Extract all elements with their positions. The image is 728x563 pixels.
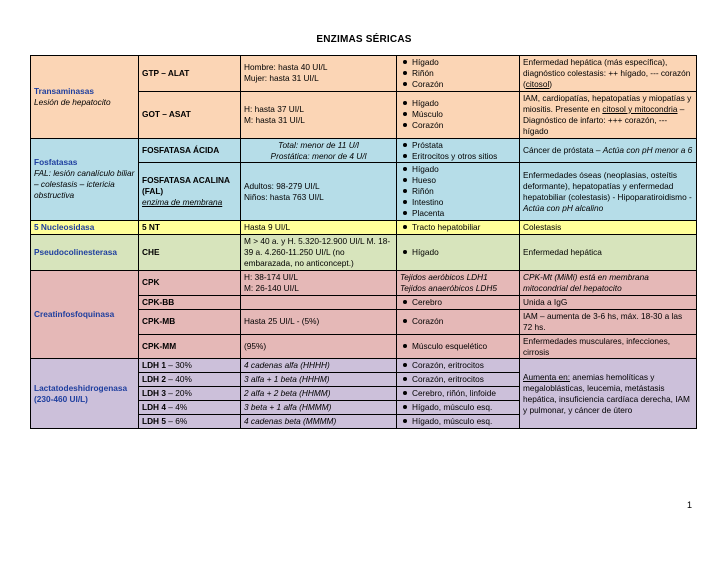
isoenzyme-name: LDH 2 [142,374,166,385]
isoenzyme-percent: – 4% [165,402,188,413]
clinical-underline: Aumenta en: [523,371,571,382]
enzyme-cell: CPK-BB [139,295,241,309]
group-name: Creatinfosfoquinasa [31,270,139,359]
organ-item: Placenta [412,208,516,219]
clinical-underline: citosol [525,78,550,89]
value-cell: (95%) [241,334,397,359]
value-cell: M > 40 a. y H. 5.320-12.900 UI/L M. 18-39 a. 4.260-11.250 UI/L (no embarazada, no anticoncept.) [241,235,397,271]
chains-cell: 3 beta + 1 alfa (HMMM) [241,401,397,415]
enzyme-cell: CPK-MM [139,334,241,359]
organ-item: Músculo [412,109,516,120]
organ-item: Hueso [412,175,516,186]
group-subtitle: Lesión de hepatocito [34,96,111,107]
value-cell: Hasta 25 UI/L - (5%) [241,309,397,334]
organ-cell [397,334,520,359]
value-cell [241,295,397,309]
value-line: Total: menor de 11 U/l [278,139,359,150]
value-cell [241,56,397,92]
organ-item: Eritrocitos y otros sitios [412,151,516,162]
organ-item: Hígado [412,57,516,68]
enzyme-cell: CPK-MB [139,309,241,334]
organ-cell [397,415,520,429]
clinical-cell [520,56,697,92]
organ-cell [397,235,520,271]
organ-item: Riñón [412,68,516,79]
tissue-line: Tejidos anaeróbicos LDH5 [400,282,498,293]
clinical-text: Enfermedad hepática (más específica), diagnóstico colestasis: ++ hígado, --- corazón ( [523,57,691,89]
clinical-italic: Actúa con pH alcalino [523,202,604,213]
value-line: Prostática: menor de 4 U/l [270,150,367,161]
table-row [31,221,697,235]
value-line: M: 26-140 UI/L [244,282,299,293]
tissue-line: Tejidos aeróbicos LDH1 [400,271,488,282]
value-line: M: hasta 31 UI/L [244,114,305,125]
enzyme-cell [139,401,241,415]
value-cell [241,91,397,138]
group-cell [31,56,139,139]
enzyme-line: FOSFATASA ACALINA [142,175,231,186]
organ-item: Cerebro, riñón, linfoide [412,388,516,399]
isoenzyme-percent: – 30% [165,360,192,371]
clinical-cell: IAM – aumenta de 3-6 hs, máx. 18-30 a las 72 hs. [520,309,697,334]
enzymes-table [30,55,697,429]
value-line: Adultos: 98-279 UI/L [244,180,320,191]
isoenzyme-percent: – 20% [165,388,192,399]
enzyme-cell: CPK [139,270,241,295]
group-name: Lactatodeshidrogenasa (230-460 UI/L) [31,359,139,429]
tissue-cell [397,270,520,295]
organ-cell [397,387,520,401]
page-number: 1 [686,500,692,510]
value-cell [241,270,397,295]
organ-item: Hígado, músculo esq. [412,402,516,413]
organ-item: Riñón [412,186,516,197]
organ-cell [397,91,520,138]
group-name: Fosfatasas [34,157,78,168]
clinical-text: Enfermedades óseas (neoplasias, osteítis deformante), hepatopatías y enfermedad hepatobiliar (colestasis) - Hipoparatiroidismo - [523,169,692,202]
enzyme-cell: GOT – ASAT [139,91,241,138]
value-line: Mujer: hasta 31 UI/L [244,73,319,84]
clinical-cell [520,163,697,221]
organ-item: Hígado [412,98,516,109]
organ-cell [397,56,520,92]
clinical-cell: Colestasis [520,221,697,235]
enzyme-note: enzima de membrana [142,197,223,208]
clinical-text: – Diagnóstico de infarto: +++ corazón, --- hígado [523,103,685,136]
organ-cell [397,401,520,415]
enzyme-cell: CHE [139,235,241,271]
value-line: H: hasta 37 UI/L [244,103,304,114]
enzyme-cell: 5 NT [139,221,241,235]
enzyme-cell: GTP – ALAT [139,56,241,92]
clinical-cell [520,138,697,163]
organ-item: Corazón, eritrocitos [412,360,516,371]
isoenzyme-percent: – 6% [165,416,188,427]
table-row [31,138,697,163]
value-line: Hombre: hasta 40 UI/L [244,62,328,73]
organ-item: Próstata [412,140,516,151]
group-subtitle: FAL: lesión canalículo biliar – colestasis – ictericia obstructiva [34,168,135,201]
clinical-cell: Unida a IgG [520,295,697,309]
enzyme-cell [139,359,241,373]
clinical-cell [520,91,697,138]
clinical-cell: Enfermedades musculares, infecciones, cirrosis [520,334,697,359]
chains-cell: 3 alfa + 1 beta (HHHM) [241,373,397,387]
organ-item: Músculo esquelético [412,341,516,352]
clinical-underline: citosol y mitocondria [602,103,678,114]
page-title: ENZIMAS SÉRICAS [316,34,412,45]
organ-cell [397,295,520,309]
table-row [31,235,697,271]
group-name: Pseudocolinesterasa [31,235,139,271]
value-cell [241,138,397,163]
clinical-italic: Actúa con pH menor a 6 [602,145,693,156]
group-cell [31,138,139,221]
table-row [31,270,697,295]
isoenzyme-name: LDH 5 [142,416,166,427]
isoenzyme-name: LDH 3 [142,388,166,399]
value-line: Niños: hasta 763 UI/L [244,191,324,202]
clinical-text: ) [549,78,553,89]
organ-cell [397,163,520,221]
chains-cell: 4 cadenas alfa (HHHH) [241,359,397,373]
organ-item: Corazón, eritrocitos [412,374,516,385]
clinical-text: Cáncer de próstata – [523,145,603,156]
clinical-cell: CPK-Mt (MiMi) está en membrana mitocondrial del hepatocito [520,270,697,295]
organ-item: Hígado, músculo esq. [412,416,516,427]
enzyme-cell: FOSFATASA ÁCIDA [139,138,241,163]
chains-cell: 4 cadenas beta (MMMM) [241,415,397,429]
chains-cell: 2 alfa + 2 beta (HHMM) [241,387,397,401]
organ-item: Cerebro [412,297,516,308]
enzyme-cell [139,387,241,401]
value-cell [241,163,397,221]
organ-cell [397,359,520,373]
organ-item: Hígado [412,247,516,258]
organ-cell [397,221,520,235]
value-cell: Hasta 9 UI/L [241,221,397,235]
organ-item: Corazón [412,79,516,90]
organ-cell [397,309,520,334]
table-row [31,56,697,92]
enzyme-cell [139,163,241,221]
enzyme-cell [139,415,241,429]
value-line: H: 38-174 UI/L [244,271,298,282]
group-name: 5 Nucleosidasa [31,221,139,235]
clinical-cell: Enfermedad hepática [520,235,697,271]
organ-item: Hígado [412,164,516,175]
enzyme-cell [139,373,241,387]
organ-item: Corazón [412,120,516,131]
clinical-text: anemias hemolíticas y megaloblásticas, leucemia, metástasis hepática, insuficiencia cardíaca derecha, IAM y pulmonar, y cáncer de útero [523,371,690,415]
group-name: Transaminasas [34,85,94,96]
organ-cell [397,373,520,387]
isoenzyme-name: LDH 1 [142,360,166,371]
organ-item: Tracto hepatobiliar [412,222,516,233]
clinical-text: IAM, cardiopatías, hepatopatías y miopatías y miositis. Presente en [523,92,692,114]
organ-item: Corazón [412,316,516,327]
isoenzyme-percent: – 40% [165,374,192,385]
table-row [31,359,697,373]
clinical-cell [520,359,697,429]
organ-item: Intestino [412,197,516,208]
enzyme-line: (FAL) [142,186,164,197]
organ-cell [397,138,520,163]
isoenzyme-name: LDH 4 [142,402,166,413]
